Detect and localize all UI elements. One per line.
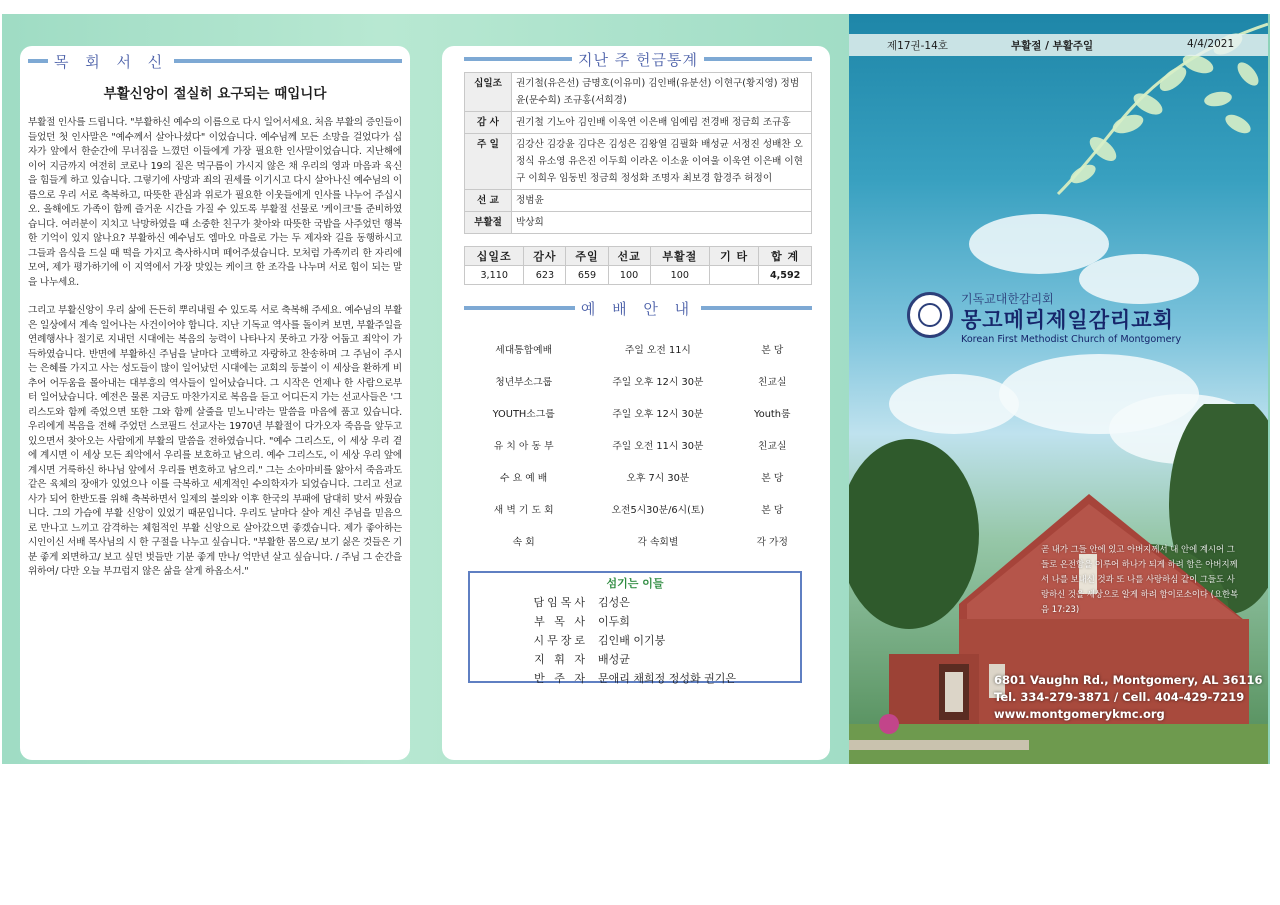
list-item xyxy=(464,429,812,461)
church-logo xyxy=(907,292,953,338)
contact-info xyxy=(994,672,1263,723)
pastor-letter-paragraph-2: 그리고 부활신앙이 우리 삶에 든든히 뿌리내릴 수 있도록 서로 축복해 주세요. 예수님의 부활은 일상에서 계속 일어나는 사건이어야 합니다. 지난 기독교 역사를 돌이켜 보면, 부활주일을 연례행사나 절기로 지내던 시대에는 복음의 능력이 나타나지 못하고 가장 어둡고 죄악이 가득하였습니다. 반면에 부활하신 주님을 날마다 고백하고 자랑하고 찬송하며 그 주님이 주시는 은혜를 가지고 사는 성도들이 많이 일어났던 시대에는 교회의 등불이 이 세상을 환하게 비추어 어두움을 몰아내는 대부흥의 역사들이 일어났습니다. 그 시작은 언제나 한 사람으로부터 일어났습니다. 예전은 물론 지금도 마찬가지로 복음을 듣고 어디든지 가는 선교사들은 '그리스도와 함께 죽었으면 또한 그와 함께 살줄을 믿노니'라는 말씀을 마음에 품고 있습니다. 우리에게 복음을 전해 주었던 스코필드 선교사는 1970년 부활절이 다가오자 죽음을 앞두고 있으면서 찾아오는 사람에게 부활의 말씀을 전하였습니다. "예수 그리스도, 이 세상 우리 곁에 계시면 이 세상 모든 죄악에서 우리를 보호하고 남으리. 예수 그리스도, 이 세상 우리 앞에 계시면 거룩하신 하나님 앞에서 우리를 변호하고 남으리." 그는 소아마비를 앓아서 죽음과도 같은 육체의 장애가 있었으나 이를 극복하고 세계적인 수의학자가 되었습니다. 그리고 선교사가 되어 한반도를 위해 축복하면서 일제의 불의와 이후 한국의 부패에 담대히 맞서 싸웠습니다. 그의 가슴에 부활 신앙이 있었기 때문입니다. 우리도 날마다 살아 계신 주님을 믿음으로 만나고 느끼고 감격하는 체험적인 부활 신앙으로 살아갔으면 좋겠습니다. 제가 좋아하는 시인이신 서배 목사님의 시 한 구절을 나누고 싶습니다. "부활한 몸으로/ 보기 싫은 것들은 기분 좋게 외면하고/ 보고 싶던 벗들만 기분 좋게 만나/ 억만년 살고 싶습니다. / 주님 그 순간을 위하여/ 다만 오늘 부끄럽지 않은 삶을 살게 하옵소서." xyxy=(28,305,402,577)
list-item xyxy=(470,631,800,650)
service-place: 각 가정 xyxy=(756,537,788,548)
pastor-letter-title: 목 회 서 신 xyxy=(54,52,169,71)
server-name: 문애리 채희정 정성화 권기은 xyxy=(598,672,737,685)
cover-panel xyxy=(849,14,1268,764)
totals-header: 선교 xyxy=(608,247,650,266)
church-website[interactable]: www.montgomerykmc.org xyxy=(994,707,1165,721)
header-rule xyxy=(464,57,572,61)
offering-title: 지난 주 헌금통계 xyxy=(578,50,698,69)
server-role: 반 주 자 xyxy=(534,672,588,685)
totals-value: 100 xyxy=(650,266,709,285)
offering-totals-table xyxy=(464,246,812,285)
offering-category-label: 감 사 xyxy=(465,112,512,134)
totals-value: 3,110 xyxy=(465,266,524,285)
header-rule xyxy=(701,306,812,310)
offering-names-table xyxy=(464,72,812,234)
worship-header xyxy=(464,297,812,319)
offering-category-label: 십일조 xyxy=(465,73,512,112)
totals-header: 기 타 xyxy=(710,247,759,266)
header-rule xyxy=(464,306,575,310)
service-time: 각 속회별 xyxy=(637,537,679,548)
header-rule xyxy=(174,59,402,63)
offering-category-label: 선 교 xyxy=(465,190,512,212)
service-time: 주일 오전 11시 xyxy=(624,345,691,356)
service-name: YOUTH소그룹 xyxy=(492,409,555,420)
server-role: 시무장로 xyxy=(533,634,588,647)
list-item xyxy=(464,333,812,365)
worship-schedule xyxy=(464,333,812,557)
service-time: 주일 오후 12시 30분 xyxy=(612,409,704,420)
totals-value: 659 xyxy=(566,266,608,285)
service-name: 수 요 예 배 xyxy=(500,473,548,484)
offering-names: 권기철(유은선) 금명호(이유미) 김인배(유분선) 이현구(황지영) 정범윤(문수희) 조규홍(서희경) xyxy=(512,73,812,112)
service-time: 주일 오전 11시 30분 xyxy=(612,441,704,452)
server-name: 배성균 xyxy=(598,653,630,666)
service-name: 세대통합예배 xyxy=(495,345,553,356)
totals-value: 100 xyxy=(608,266,650,285)
list-item xyxy=(464,397,812,429)
issue-number: 제17권-14호 xyxy=(887,40,948,52)
list-item xyxy=(464,493,812,525)
occasion-label: 부활절 / 부활주일 xyxy=(1011,40,1094,52)
service-place: 본 당 xyxy=(761,505,784,516)
service-place: 친교실 xyxy=(758,441,787,452)
service-place: 본 당 xyxy=(761,473,784,484)
totals-value xyxy=(710,266,759,285)
pastor-letter-paragraph-1: 부활절 인사를 드립니다. "부활하신 예수의 이름으로 다시 일어서세요. 처음 부활의 증인들이 들었던 첫 인사말은 "예수께서 살아나셨다" 이었습니다. 예수님께 모든 소망을 걸었다가 십자가 앞에서 한순간에 무너짐을 느꼈던 이들에게 가장 필요한 인사말이었습니다. 지난해에 이어 지금까지 여전히 코로나 19의 짙은 먹구름이 가시지 않은 채 우리의 영과 마음과 육신을 힘들게 하고 있습니다. 그렇기에 사망과 죄의 권세를 이기시고 다시 살아나신 예수님의 이름으로 우리 서로 축복하고, 따뜻한 관심과 위로가 필요한 이웃들에게 인사를 나누어 주십시오. 올해에도 가족이 함께 즐거운 시간을 가질 수 있도록 부활절 선물로 '케이크'를 준비하였습니다. 여러분이 지치고 낙망하였을 때 소중한 친구가 찾아와 따뜻한 국밥을 사주었던 행복한 기억이 있지 않나요? 부활하신 예수님도 엠마오 마을로 가는 두 제자와 길을 동행하시고 그들과 음식을 드실 때 떡을 가지고 축사하시며 떼어주셨습니다. 모처럼 가족끼리 한 자리에 모여, 제가 평가하기에 이 지역에서 가장 맛있는 케이크 한 조각을 나누며 서로 힘이 되는 말을 나누세요. xyxy=(28,117,402,288)
offering-names: 정범윤 xyxy=(512,190,812,212)
church-address: 6801 Vaughn Rd., Montgomery, AL 36116 xyxy=(994,673,1263,687)
worship-title: 예 배 안 내 xyxy=(580,299,696,318)
service-place: 본 당 xyxy=(761,345,784,356)
server-name: 김성은 xyxy=(598,596,630,609)
service-place: Youth룸 xyxy=(754,409,791,420)
service-time: 오전5시30분/6시(토) xyxy=(611,505,705,516)
table-row xyxy=(465,112,812,134)
service-name: 유 치 아 동 부 xyxy=(493,441,554,452)
servers-box xyxy=(468,571,802,683)
service-name: 청년부소그룹 xyxy=(495,377,553,388)
server-name: 이두희 xyxy=(598,615,630,628)
pastor-letter-subtitle: 부활신앙이 절실히 요구되는 때입니다 xyxy=(103,86,327,102)
service-place: 친교실 xyxy=(758,377,787,388)
totals-header: 합 계 xyxy=(759,247,812,266)
table-row xyxy=(465,134,812,190)
church-name-english: Korean First Methodist Church of Montgomery xyxy=(961,334,1182,345)
list-item xyxy=(470,650,800,669)
list-item xyxy=(464,365,812,397)
offering-names: 권기철 기노아 김인배 이욱연 이은배 임예림 전경배 정금희 조규홍 xyxy=(512,112,812,134)
totals-value: 623 xyxy=(524,266,566,285)
servers-title: 섬기는 이들 xyxy=(606,577,664,590)
totals-header: 주일 xyxy=(566,247,608,266)
table-row xyxy=(465,190,812,212)
table-row xyxy=(465,73,812,112)
offering-category-label: 부활절 xyxy=(465,212,512,234)
offering-category-label: 주 일 xyxy=(465,134,512,190)
totals-header: 부활절 xyxy=(650,247,709,266)
denomination: 기독교대한감리회 xyxy=(961,292,1054,306)
bible-verse: 곧 내가 그들 안에 있고 아버지께서 내 안에 계시어 그들로 온전함을 이루어 하나가 되게 하려 함은 아버지께서 나를 보내신 것과 또 나를 사랑하심 같이 그들도 사랑하신 것을 세상으로 알게 하려 함이로소이다 (요한복음 17:23) xyxy=(1041,544,1239,614)
totals-header: 십일조 xyxy=(465,247,524,266)
info-panel xyxy=(442,46,830,760)
service-time: 오후 7시 30분 xyxy=(626,473,690,484)
header-rule xyxy=(28,59,48,63)
server-role: 지 휘 자 xyxy=(534,653,588,666)
table-row xyxy=(465,266,812,285)
offering-names: 박상희 xyxy=(512,212,812,234)
pastor-letter-header xyxy=(28,50,402,72)
list-item xyxy=(470,612,800,631)
church-name-korean: 몽고메리제일감리교회 xyxy=(961,308,1174,332)
cloud-shape xyxy=(1079,254,1199,304)
service-name: 새 벽 기 도 회 xyxy=(493,505,554,516)
service-time: 주일 오후 12시 30분 xyxy=(612,377,704,388)
list-item xyxy=(464,525,812,557)
server-role: 부 목 사 xyxy=(534,615,588,628)
offering-names: 김강산 김강윤 김다은 김성은 김왕열 김필화 배성균 서정진 성배찬 오정식 유소영 유은진 이두희 이라온 이소윤 이여울 이욱연 이은배 이현구 이희우 임동빈 정금희 정성화 조명자 최보경 함경주 허정이 xyxy=(512,134,812,190)
list-item xyxy=(470,593,800,612)
offering-header xyxy=(464,48,812,70)
list-item xyxy=(464,461,812,493)
header-rule xyxy=(704,57,812,61)
server-name: 김인배 이기붕 xyxy=(598,634,666,647)
church-phone: Tel. 334-279-3871 / Cell. 404-429-7219 xyxy=(994,690,1245,704)
table-header-row xyxy=(465,247,812,266)
cover-header-bar xyxy=(849,34,1268,56)
service-name: 속 회 xyxy=(512,537,535,548)
list-item xyxy=(470,669,800,688)
table-row xyxy=(465,212,812,234)
pastor-letter-panel xyxy=(20,46,410,760)
totals-grand-total: 4,592 xyxy=(759,266,812,285)
server-role: 담임목사 xyxy=(533,596,588,609)
bulletin-date: 4/4/2021 xyxy=(1187,38,1235,50)
totals-header: 감사 xyxy=(524,247,566,266)
